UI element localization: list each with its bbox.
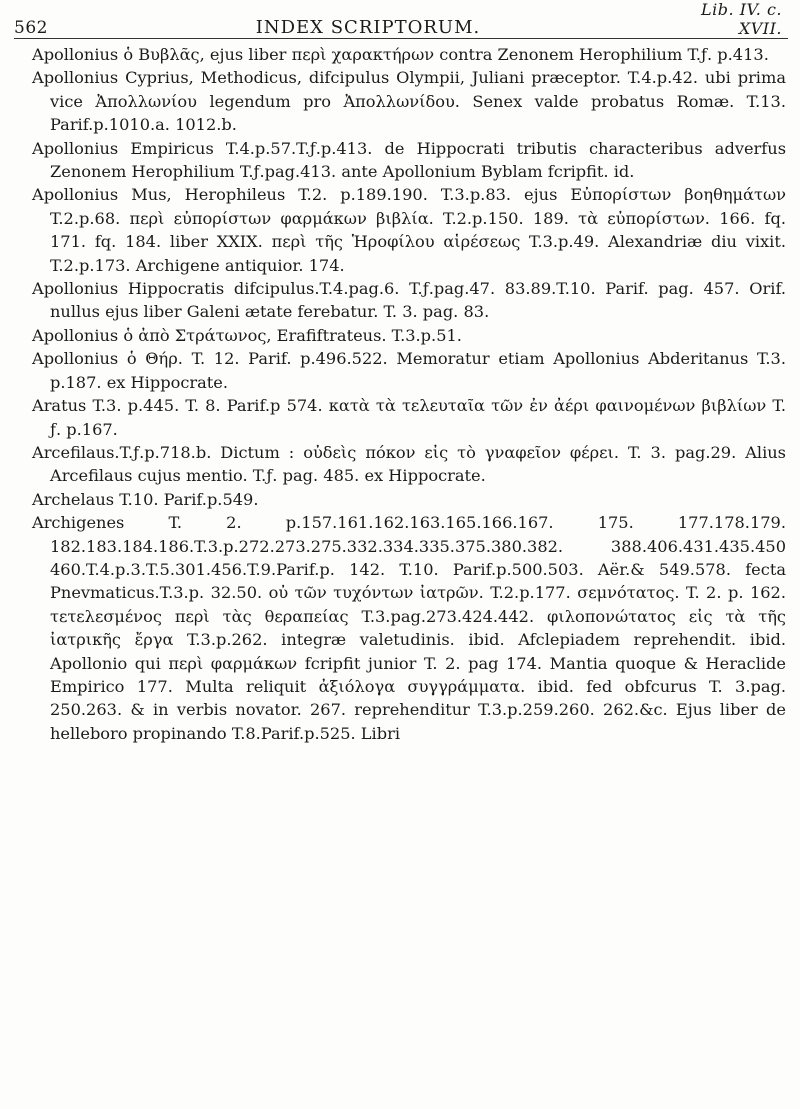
index-entry: Archelaus T.10. Parif.p.549.	[32, 489, 259, 509]
index-entry: Aratus T.3. p.445. T. 8. Parif.p 574. κατὰ τὰ τελευταῖα τῶν ἐν ἀέρι φαινομένων βιβλίων T. ƒ. p.167.	[32, 396, 786, 439]
running-header	[14, 0, 782, 38]
index-entry: Apollonius Hippocratis difcipulus.T.4.pag.6. T.ƒ.pag.47. 83.89.T.10. Parif. pag. 457. Orif. nullus ejus liber Galeni ætate ferebatur. T. 3. pag. 83.	[32, 279, 786, 322]
index-entry: Apollonius ὁ Θήρ. T. 12. Parif. p.496.522. Memoratur etiam Apollonius Abderitanus T.3. p.187. ex Hippocrate.	[32, 349, 786, 392]
index-entry: Apollonius Cyprius, Methodicus, difcipulus Olympii, Juliani præceptor. T.4.p.42. ubi prima vice Ἀπολλωνίου legendum pro Ἀπολλωνίδου. Senex valde probatus Romæ. T.13. Parif.p.1010.a. 1012.b.	[32, 68, 786, 135]
index-entry: Apollonius ὁ Βυβλᾶς, ejus liber περὶ χαρακτήρων contra Zenonem Herophilium T.ƒ. p.413.	[32, 45, 769, 64]
index-entry: Arcefilaus.T.ƒ.p.718.b. Dictum : οὐδεὶς πόκον εἰς τὸ γναφεῖον φέρει. T. 3. pag.29. Alius Arcefilaus cujus mentio. T.ƒ. pag. 485. ex Hippocrate.	[32, 442, 786, 486]
index-entry: Apollonius ὁ ἀπὸ Στράτωνος, Erafiftrateus. T.3.p.51.	[32, 325, 462, 345]
index-entry: Apollonius Empiricus T.4.p.57.T.ƒ.p.413. de Hippocrati tributis characteribus adverfus Zenonem Herophilium T.ƒ.pag.413. ante Apollonium Byblam fcripfit. id.	[32, 138, 786, 182]
page-number: 562	[14, 18, 48, 38]
index-entries	[32, 43, 786, 745]
header-rule	[14, 38, 788, 39]
index-entry: Archigenes T. 2. p.157.161.162.163.165.166.167. 175. 177.178.179. 182.183.184.186.T.3.p.272.273.275.332.334.335.375.380.382. 388.406.431.435.450 460.T.4.p.3.T.5.301.456.T.9.Parif.p. 142. T.10. Parif.p.500.503. Aër.& 549.578. fecta Pnevmaticus.T.3.p. 32.50. οὐ τῶν τυχόντων ἰατρῶν. T.2.p.177. σεμνότατος. T. 2. p. 162. τετελεσμένος περὶ τὰς θεραπείας T.3.pag.273.424.442. φιλοπονώτατος εἰς τὰ τῆς ἰατρικῆς ἔργα T.3.p.262. integræ valetudinis. ibid. Afclepiadem reprehendit. ibid. Apollonio qui περὶ φαρμάκων fcripfit junior T. 2. pag 174. Mantia quoque & Heraclide Empirico 177. Multa reliquit ἀξιόλογα συγγράμματα. ibid. fed obfcurus T. 3.pag. 250.263. & in verbis novator. 267. reprehenditur T.3.p.259.260. 262.&c. Ejus liber de helleboro propinando T.8.Parif.p.525. Libri	[32, 513, 786, 743]
page-title: INDEX SCRIPTORUM.	[255, 17, 481, 38]
index-entry: Apollonius Mus, Herophileus T.2. p.189.190. T.3.p.83. ejus Εὐπορίστων βοηθημάτων T.2.p.68. περὶ εὐπορίστων φαρμάκων βιβλία. T.2.p.150. 189. τὰ εὐπορίστων. 166. fq. 171. fq. 184. liber XXIX. περὶ τῆς Ἡροφίλου αἱρέσεως T.3.p.49. Alexandriæ diu vixit. T.2.p.173. Archigene antiquior. 174.	[32, 185, 786, 275]
book-reference: Lib. IV. c. XVII.	[701, 0, 782, 38]
